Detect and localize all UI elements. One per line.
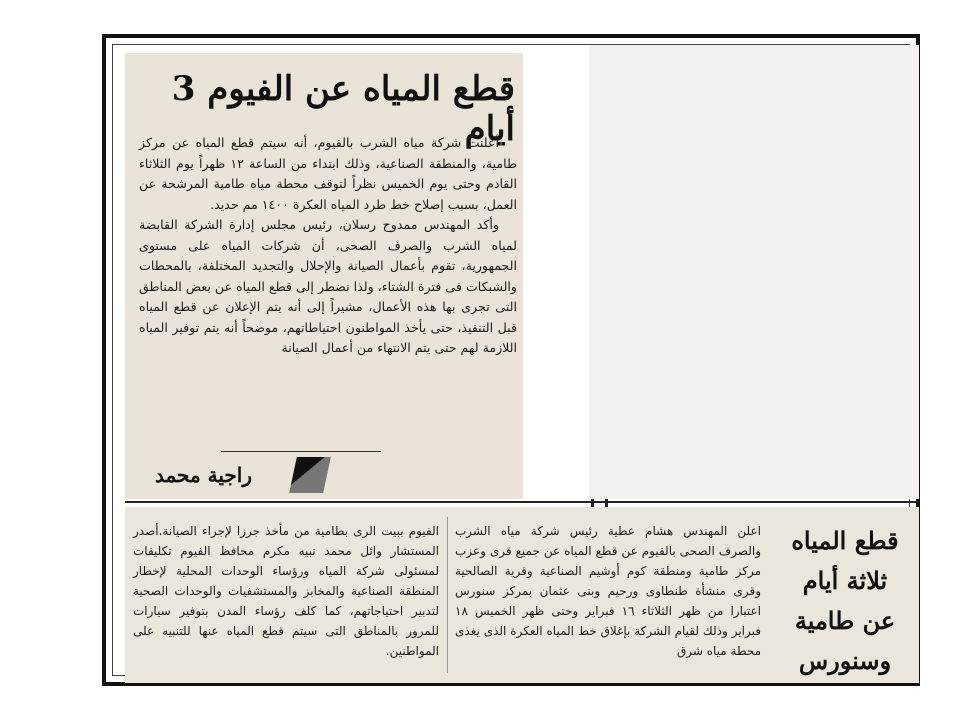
article-2-headline: قطع المياه ثلاثة أيام عن طامية وسنورس [791,526,899,675]
clipping-article-2 [125,507,919,683]
section-divider [125,501,919,503]
article-1-headline: قطع المياه عن الفيوم 3 أيام [171,69,515,149]
article-2-column-right: اعلن المهندس هشام عطية رئيس شركة مياه الشرب والصرف الصحى بالفيوم عن قطع المياه عن جميع قرى وعزب مركز طامية ومنطقة كوم أوشيم الصناعية وقرية الصالحية وقرى منشأة طنطاوى ورحيم وبنى عثمان بمركز سنورس اعتبارا من ظهر الثلاثاء ١٦ فبراير وحتى ظهر الخميس ١٨ فبراير وذلك لقيام الشركة بإغلاق خط المياه العكرة الذى يغذى محطة مياه شرق [455,524,761,658]
document-frame [102,34,920,686]
clipping-article-1 [125,53,523,499]
author-marker-icon [289,457,331,493]
article-2-column-left: الفيوم ببيت الرى بطامية من مأخذ جرزا لإجراء الصيانة.أصدر المستشار وائل محمد نبيه مكرم محافظ الفيوم تكليفات لمسئولى شركة المياه ورؤساء الوحدات المحلية لإخطار المنطقة الصناعية والمخابز والمستشفيات والوحدات الصحية لتدبير احتياجاتهم، كما كلف رؤساء المدن بتوفير سيارات للمرور بالمناطق التى سيتم قطع المياه عنها للتنبيه على المواطنين. [133,524,439,658]
article-1-author: راجية محمد [155,463,252,487]
column-divider [447,517,448,673]
blank-area [589,45,919,499]
document-inner-border [112,44,910,676]
article-1-paragraph: أعلنت شركة مياه الشرب بالفيوم، أنه سيتم قطع المياه عن مركز طامية، والمنطقة الصناعية، وذلك ابتداء من الساعة ١٢ ظهراً يوم الثلاثاء القادم وحتى يوم الخميس نظراً لتوقف محطة مياه طامية المرشحة عن العمل، بسبب إصلاح خط طرد المياه العكرة ١٤٠٠ مم حديد. [139,135,517,212]
article-1-paragraph: وأكد المهندس ممدوح رسلان، رئيس مجلس إدارة الشركة القابضة لمياه الشرب والصرف الصحى، أن شركات المياه على مستوى الجمهورية، تقوم بأعمال الصيانة والإحلال والتجديد المختلفة، بالمحطات والشبكات فى فترة الشتاء، ولذا نضطر إلى قطع المياه عن بعض المناطق التى تجرى بها هذه الأعمال، مشيراً إلى أنه يتم الإعلان عن قطع المياه قبل التنفيذ، حتى يأخذ المواطنون احتياطاتهم، موضحاً أنه يتم توفير المياه اللازمة لهم حتى يتم الانتهاء من أعمال الصيانة [139,217,517,355]
article-1-body [139,133,517,359]
author-divider [221,451,381,452]
